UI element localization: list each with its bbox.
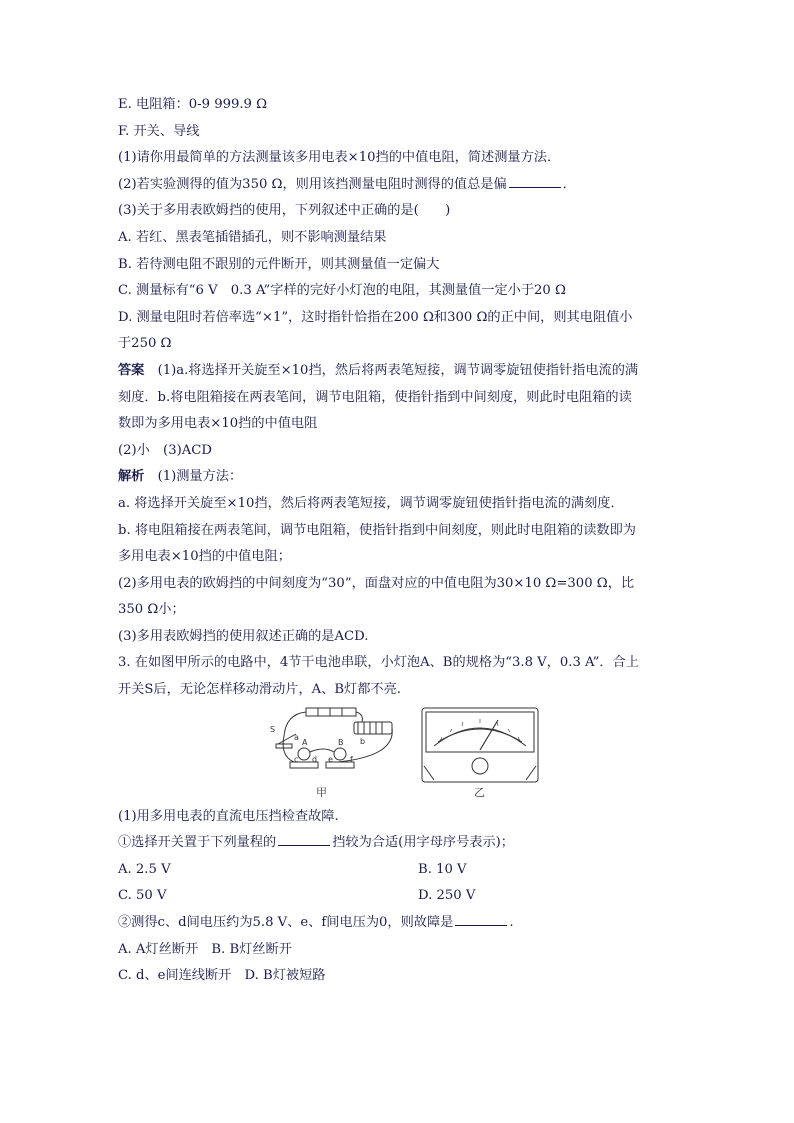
range-option-d: D. 250 V xyxy=(418,888,476,904)
subquestion-1: (1)用多用电表的直流电压挡检查故障. xyxy=(118,808,339,824)
analysis-line: 350 Ω小； xyxy=(118,602,185,618)
answer-line: (2)小 (3)ACD xyxy=(118,442,212,458)
answer-blank xyxy=(278,833,330,846)
analysis-line: a. 将选择开关旋至×10挡，然后将两表笔短接，调节调零旋钮使指针指电流的满刻度． xyxy=(118,495,624,511)
analysis-label: 解析 xyxy=(118,469,145,485)
range-option-a: A. 2.5 V xyxy=(118,861,171,877)
question-2-end: ． xyxy=(562,176,576,192)
text-line: F. 开关、导线 xyxy=(118,123,200,139)
meter-dial xyxy=(426,712,534,752)
answer-line: 刻度．b.将电阻箱接在两表笔间，调节电阻箱，使指针指到中间刻度，则此时电阻箱的读 xyxy=(118,389,632,405)
text-line: E. 电阻箱：0-9 999.9 Ω xyxy=(118,97,268,112)
problem-3-cont: 开关S后，无论怎样移动滑动片，A、B灯都不亮. xyxy=(118,682,402,698)
analysis-line: (3)多用表欧姆挡的使用叙述正确的是ACD. xyxy=(118,628,369,644)
label-point-b: b xyxy=(360,736,366,746)
answer-blank xyxy=(509,175,561,188)
subquestion-text-end: 挡较为合适(用字母序号表示)； xyxy=(332,835,514,851)
analysis-line xyxy=(118,464,678,491)
multimeter-figure xyxy=(420,706,540,786)
figure-caption-jia: 甲 xyxy=(316,785,327,799)
range-option-c: C. 50 V xyxy=(118,888,167,904)
subquestion-1-1 xyxy=(118,830,678,857)
document-page xyxy=(118,92,678,990)
label-a: A xyxy=(302,737,308,747)
answer-line: 数即为多用电表×10挡的中值电阻 xyxy=(118,416,318,432)
analysis-line: 多用电表×10挡的中值电阻； xyxy=(118,549,291,565)
answer-text: (1)a.将选择开关旋至×10挡，然后将两表笔短接，调节调零旋钮使指针指电流的满 xyxy=(157,362,639,378)
subquestion-text: ①选择开关置于下列量程的 xyxy=(118,835,277,851)
label-point-a: a xyxy=(294,732,299,742)
answer-blank xyxy=(455,913,507,926)
range-options-row xyxy=(118,857,678,884)
option-c: C. 测量标有“6 V 0.3 A”字样的完好小灯泡的电阻，其测量值一定小于20 Ω xyxy=(118,283,566,299)
lamp-a xyxy=(298,748,310,760)
figures xyxy=(118,706,678,802)
fault-options: A. A灯丝断开 B. B灯丝断开 xyxy=(118,941,292,957)
answer-label: 答案 xyxy=(118,362,145,378)
question-3: (3)关于多用表欧姆挡的使用，下列叙述中正确的是( ) xyxy=(118,203,451,219)
lamp-b xyxy=(334,748,346,760)
question-2-text: (2)若实验测得的值为350 Ω，则用该挡测量电阻时测得的值总是偏 xyxy=(118,176,507,192)
analysis-line: (2)多用电表的欧姆挡的中间刻度为“30”，面盘对应的中值电阻为30×10 Ω=300 Ω，比 xyxy=(118,575,635,591)
figure-caption-yi: 乙 xyxy=(474,785,485,799)
subquestion-1-2 xyxy=(118,910,678,937)
option-a: A. 若红、黑表笔插错插孔，则不影响测量结果 xyxy=(118,229,387,245)
circuit-figure xyxy=(266,706,396,786)
label-point-f: f xyxy=(350,754,353,764)
label-b: B xyxy=(338,737,344,747)
range-options-row xyxy=(118,883,678,910)
question-2 xyxy=(118,172,678,199)
meter-pointer xyxy=(480,720,498,750)
subquestion-text: ②测得c、d间电压约为5.8 V、e、f间电压为0，则故障是 xyxy=(118,915,454,931)
problem-3: 3. 在如图甲所示的电路中，4节干电池串联，小灯泡A、B的规格为“3.8 V，0.3 A”．合上 xyxy=(118,655,639,671)
answer-line xyxy=(118,358,678,385)
option-d-cont: 于250 Ω xyxy=(118,336,172,352)
label-s: S xyxy=(270,724,276,734)
label-point-e: e xyxy=(328,754,333,764)
analysis-line: b. 将电阻箱接在两表笔间，调节电阻箱，使指针指到中间刻度，则此时电阻箱的读数即为 xyxy=(118,522,636,538)
option-b: B. 若待测电阻不跟别的元件断开，则其测量值一定偏大 xyxy=(118,256,440,272)
subquestion-text-end: . xyxy=(509,915,514,931)
selector-knob xyxy=(472,758,488,774)
rheostat xyxy=(354,722,392,734)
range-option-b: B. 10 V xyxy=(418,861,467,877)
label-point-d: d xyxy=(312,754,318,764)
question-1: (1)请你用最简单的方法测量该多用电表×10挡的中值电阻，简述测量方法． xyxy=(118,150,561,166)
label-point-c: c xyxy=(294,754,299,764)
analysis-text: (1)测量方法： xyxy=(157,469,243,485)
fault-options: C. d、e间连线断开 D. B灯被短路 xyxy=(118,968,326,984)
battery-pack xyxy=(306,708,356,716)
option-d: D. 测量电阻时若倍率选“×1”，这时指针恰指在200 Ω和300 Ω的正中间，则其电阻值小 xyxy=(118,309,633,325)
